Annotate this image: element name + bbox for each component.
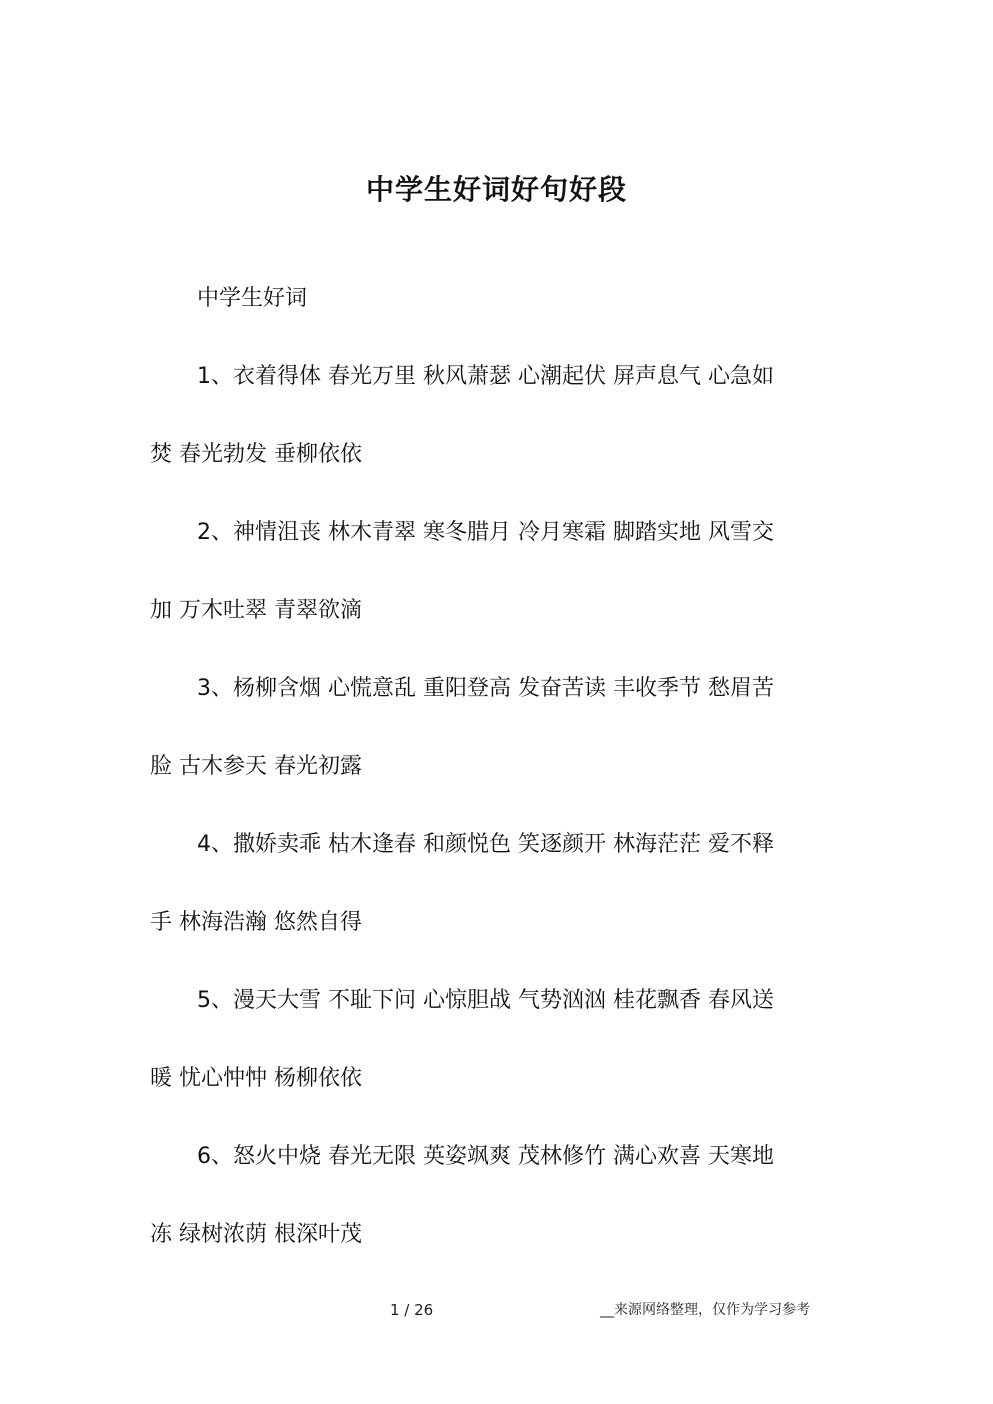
word-entry-2 bbox=[150, 518, 840, 626]
word-entry-1 bbox=[150, 362, 840, 470]
word-list bbox=[150, 362, 840, 1298]
entry-line: 焚 春光勃发 垂柳依依 bbox=[150, 442, 362, 467]
entry-line: 暖 忧心忡忡 杨柳依依 bbox=[150, 1066, 362, 1091]
entry-line: 2、神情沮丧 林木青翠 寒冬腊月 冷月寒霜 脚踏实地 风雪交 bbox=[197, 520, 774, 545]
entry-line: 3、杨柳含烟 心慌意乱 重阳登高 发奋苦读 丰收季节 愁眉苦 bbox=[197, 676, 774, 701]
entry-line: 脸 古木参天 春光初露 bbox=[150, 754, 362, 779]
word-entry-6 bbox=[150, 1142, 840, 1250]
word-entry-5 bbox=[150, 986, 840, 1094]
document-title: 中学生好词好句好段 bbox=[365, 173, 627, 206]
page-number: 1 / 26 bbox=[390, 1301, 434, 1319]
entry-line: 手 林海浩瀚 悠然自得 bbox=[150, 910, 362, 935]
section-heading: 中学生好词 bbox=[197, 286, 308, 311]
entry-line: 4、撒娇卖乖 枯木逢春 和颜悦色 笑逐颜开 林海茫茫 爱不释 bbox=[197, 832, 774, 857]
entry-line: 1、衣着得体 春光万里 秋风萧瑟 心潮起伏 屏声息气 心急如 bbox=[197, 364, 774, 389]
entry-line: 加 万木吐翠 青翠欲滴 bbox=[150, 598, 362, 623]
word-entry-3 bbox=[150, 674, 840, 782]
entry-line: 5、漫天大雪 不耻下问 心惊胆战 气势汹汹 桂花飘香 春风送 bbox=[197, 988, 774, 1013]
word-entry-4 bbox=[150, 830, 840, 938]
footer-note: __来源网络整理，仅作为学习参考 bbox=[600, 1302, 810, 1318]
entry-line: 6、怒火中烧 春光无限 英姿飒爽 茂林修竹 满心欢喜 天寒地 bbox=[197, 1144, 774, 1169]
entry-line: 冻 绿树浓荫 根深叶茂 bbox=[150, 1222, 362, 1247]
